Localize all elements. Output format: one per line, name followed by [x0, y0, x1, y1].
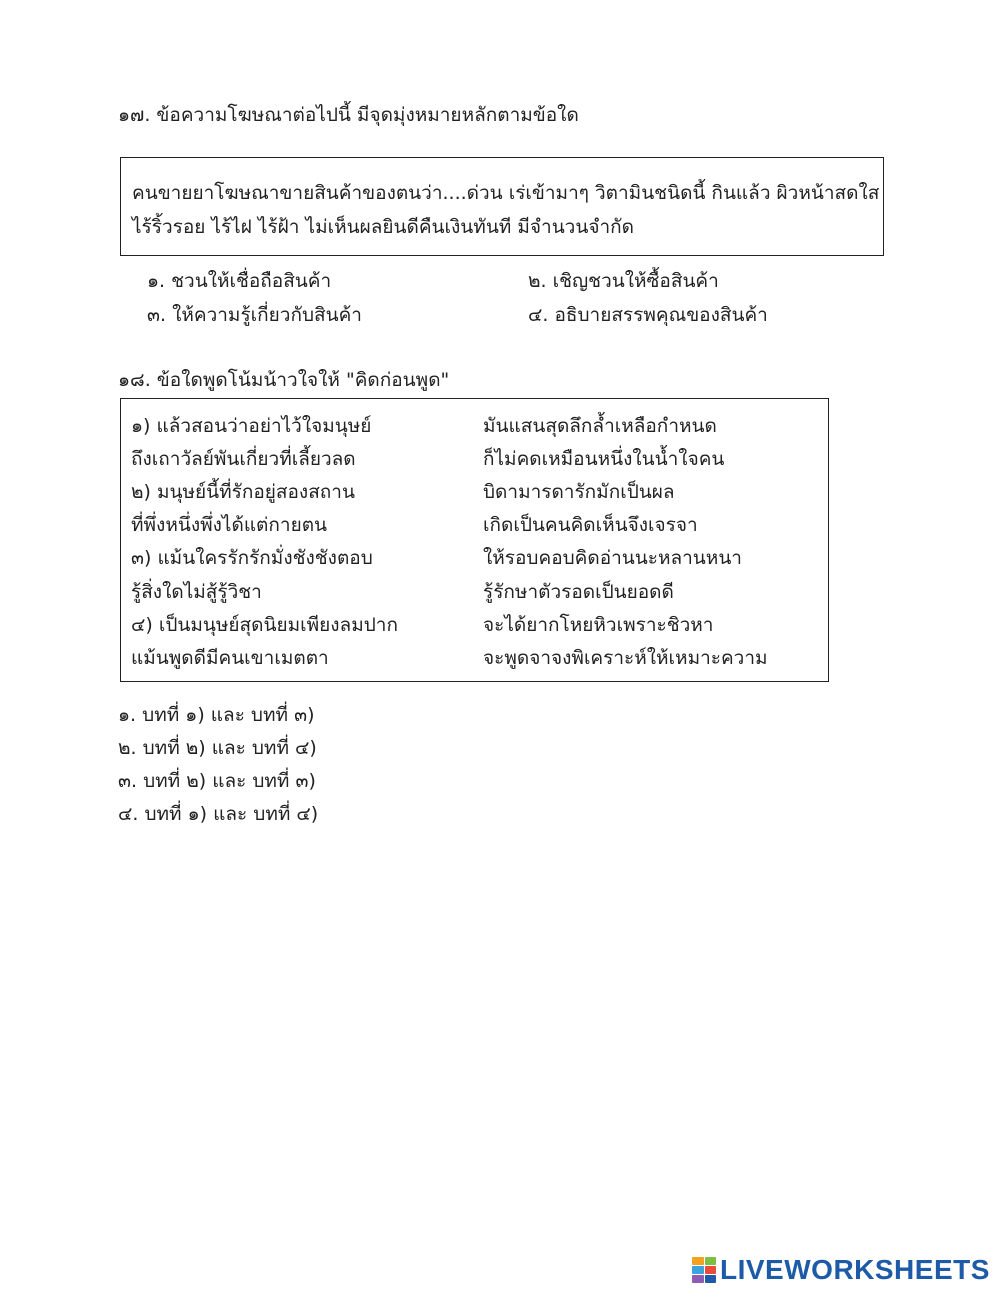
- poem-row: [121, 579, 828, 609]
- poem-line-left: ๒) มนุษย์นี้ที่รักอยู่สองสถาน: [131, 481, 355, 503]
- poem-line-right: เกิดเป็นคนคิดเห็นจึงเจรจา: [483, 514, 698, 536]
- q18-answer-1[interactable]: ๑. บทที่ ๑) และ บทที่ ๓): [118, 704, 315, 726]
- poem-row: [121, 446, 828, 476]
- q17-choice-3[interactable]: ๓. ให้ความรู้เกี่ยวกับสินค้า: [147, 304, 362, 326]
- q18-title: ๑๘. ข้อใดพูดโน้มน้าวใจให้ "คิดก่อนพูด": [118, 369, 450, 391]
- q18-answer-2[interactable]: ๒. บทที่ ๒) และ บทที่ ๔): [118, 737, 317, 759]
- poem-line-left: ๓) แม้นใครรักรักมั่งชังชังตอบ: [131, 547, 373, 569]
- poem-row: [121, 479, 828, 509]
- q17-passage-line-2: ไร้ริ้วรอย ไร้ไฝ ไร้ฝ้า ไม่เห็นผลยินดีคืนเงินทันที มีจำนวนจำกัด: [132, 216, 634, 238]
- poem-line-right: ให้รอบคอบคิดอ่านนะหลานหนา: [483, 547, 742, 569]
- poem-row: [121, 612, 828, 642]
- poem-line-left: ที่พึ่งหนึ่งพึ่งได้แต่กายตน: [131, 514, 328, 536]
- poem-line-right: มันแสนสุดลึกล้ำเหลือกำหนด: [483, 415, 717, 437]
- poem-line-left: รู้สิ่งใดไม่สู้รู้วิชา: [131, 581, 262, 603]
- poem-row: [121, 645, 828, 675]
- poem-line-left: ๑) แล้วสอนว่าอย่าไว้ใจมนุษย์: [131, 415, 372, 437]
- poem-line-right: จะได้ยากโหยหิวเพราะชิวหา: [483, 614, 714, 636]
- q18-answer-3[interactable]: ๓. บทที่ ๒) และ บทที่ ๓): [118, 770, 316, 792]
- poem-line-right: จะพูดจาจงพิเคราะห์ให้เหมาะความ: [483, 647, 768, 669]
- q17-title: ๑๗. ข้อความโฆษณาต่อไปนี้ มีจุดมุ่งหมายหลักตามข้อใด: [118, 104, 579, 126]
- poem-row: [121, 545, 828, 575]
- poem-line-left: ๔) เป็นมนุษย์สุดนิยมเพียงลมปาก: [131, 614, 398, 636]
- q17-passage-box: [120, 157, 884, 256]
- poem-row: [121, 413, 828, 443]
- q17-choice-4[interactable]: ๔. อธิบายสรรพคุณของสินค้า: [528, 304, 768, 326]
- poem-line-left: ถึงเถาวัลย์พันเกี่ยวที่เลี้ยวลด: [131, 448, 356, 470]
- q18-poem-box: [120, 398, 829, 682]
- poem-line-right: บิดามารดารักมักเป็นผล: [483, 481, 675, 503]
- liveworksheets-logo-icon: [692, 1257, 716, 1283]
- q17-choice-2[interactable]: ๒. เชิญชวนให้ซื้อสินค้า: [528, 270, 719, 292]
- liveworksheets-logo[interactable]: [692, 1254, 990, 1286]
- q17-choice-1[interactable]: ๑. ชวนให้เชื่อถือสินค้า: [147, 270, 332, 292]
- poem-row: [121, 512, 828, 542]
- poem-line-right: ก็ไม่คดเหมือนหนึ่งในน้ำใจคน: [483, 448, 725, 470]
- poem-line-right: รู้รักษาตัวรอดเป็นยอดดี: [483, 581, 674, 603]
- q17-passage-line-1: คนขายยาโฆษณาขายสินค้าของตนว่า....ด่วน เร่เข้ามาๆ วิตามินชนิดนี้ กินแล้ว ผิวหน้าสดใส: [132, 182, 880, 204]
- q18-answer-4[interactable]: ๔. บทที่ ๑) และ บทที่ ๔): [118, 803, 319, 825]
- logo-text: LIVEWORKSHEETS: [720, 1254, 990, 1285]
- poem-line-left: แม้นพูดดีมีคนเขาเมตตา: [131, 647, 329, 669]
